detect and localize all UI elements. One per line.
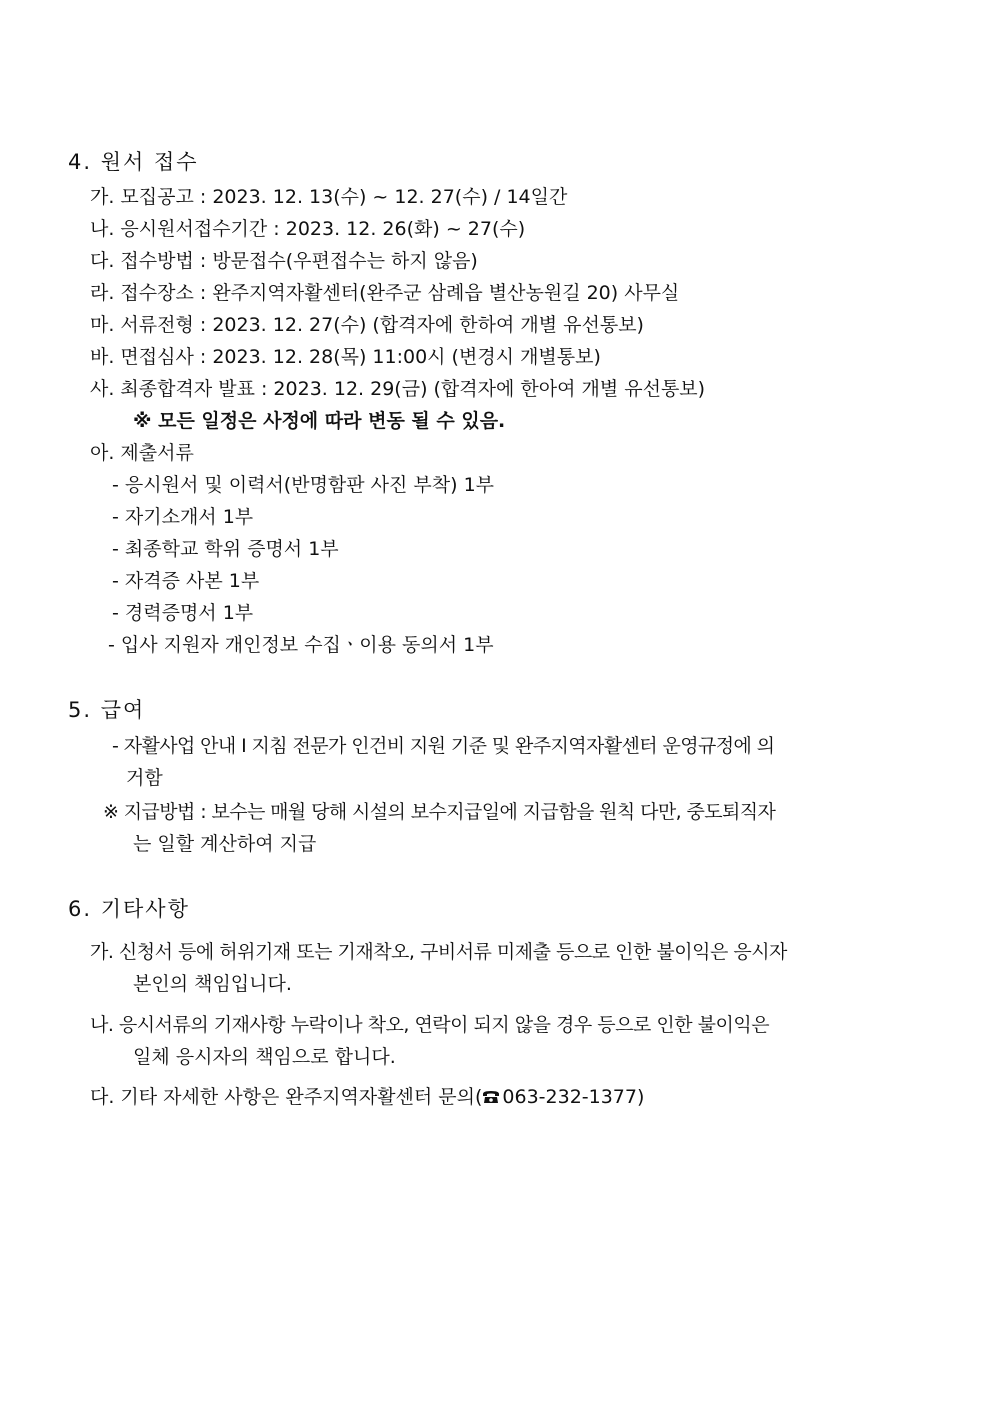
section-6-item-da	[90, 1085, 644, 1109]
section-4-item-ga: 가. 모집공고 : 2023. 12. 13(수) ~ 12. 27(수) / 14일간	[90, 186, 568, 208]
section-6-heading: 6. 기타사항	[68, 897, 190, 921]
section-6-item-ga: 가. 신청서 등에 허위기재 또는 기재착오, 구비서류 미제출 등으로 인한 불이익은 응시자	[90, 941, 787, 963]
section-4-item-ba: 바. 면접심사 : 2023. 12. 28(목) 11:00시 (변경시 개별통보)	[90, 346, 601, 368]
salary-basis-continuation: 거함	[126, 767, 163, 789]
section-6-item-na-continuation: 일체 응시자의 책임으로 합니다.	[133, 1046, 396, 1068]
section-6-item-na: 나. 응시서류의 기재사항 누락이나 착오, 연락이 되지 않을 경우 등으로 인한 불이익은	[90, 1014, 770, 1036]
required-document-item: - 자기소개서 1부	[112, 506, 254, 528]
telephone-icon	[482, 1090, 500, 1104]
required-document-item: - 최종학교 학위 증명서 1부	[112, 538, 339, 560]
required-document-item: - 경력증명서 1부	[112, 602, 254, 624]
section-4-item-ra: 라. 접수장소 : 완주지역자활센터(완주군 삼례읍 별산농원길 20) 사무실	[90, 282, 680, 304]
required-document-item: - 응시원서 및 이력서(반명함판 사진 부착) 1부	[112, 474, 495, 496]
contact-text: 다. 기타 자세한 사항은 완주지역자활센터 문의(	[90, 1086, 483, 1108]
required-documents-title: 아. 제출서류	[90, 442, 194, 464]
section-4-item-na: 나. 응시원서접수기간 : 2023. 12. 26(화) ~ 27(수)	[90, 218, 526, 240]
section-5-heading: 5. 급여	[68, 698, 146, 722]
section-6-item-ga-continuation: 본인의 책임입니다.	[133, 973, 292, 995]
payment-method-note: ※ 지급방법 : 보수는 매월 당해 시설의 보수지급일에 지급함을 원칙 다만, 중도퇴직자	[103, 801, 776, 823]
payment-method-continuation: 는 일할 계산하여 지급	[133, 833, 317, 855]
section-4-item-da: 다. 접수방법 : 방문접수(우편접수는 하지 않음)	[90, 250, 478, 272]
section-4-item-ma: 마. 서류전형 : 2023. 12. 27(수) (합격자에 한하여 개별 유선통보)	[90, 314, 644, 336]
salary-basis-text: - 자활사업 안내 Ⅰ 지침 전문가 인건비 지원 기준 및 완주지역자활센터 운영규정에 의	[112, 735, 775, 757]
contact-phone-number: 063-232-1377)	[502, 1086, 645, 1108]
required-document-item: - 입사 지원자 개인정보 수집ㆍ이용 동의서 1부	[108, 634, 494, 656]
salary-basis-line	[112, 734, 920, 758]
section-4-item-sa: 사. 최종합격자 발표 : 2023. 12. 29(금) (합격자에 한아여 개별 유선통보)	[90, 378, 706, 400]
section-4-heading: 4. 원서 접수	[68, 150, 199, 174]
schedule-change-notice: ※ 모든 일정은 사정에 따라 변동 될 수 있음.	[133, 410, 506, 432]
required-document-item: - 자격증 사본 1부	[112, 570, 260, 592]
